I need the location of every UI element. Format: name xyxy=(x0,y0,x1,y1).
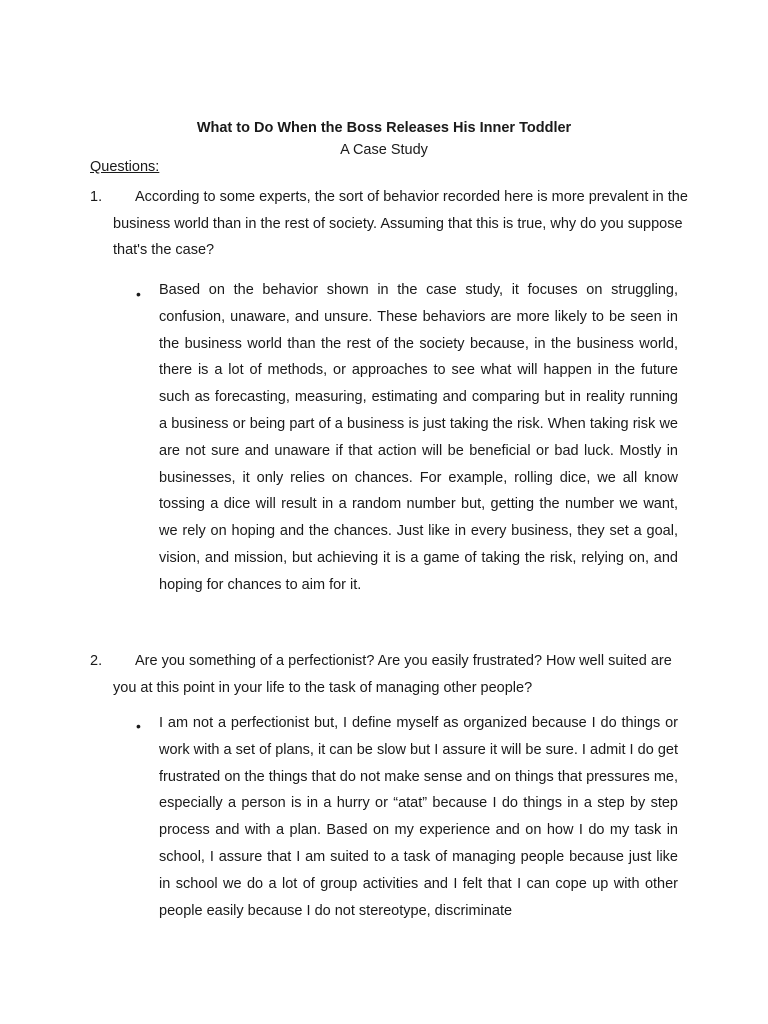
answer-1-bullet: • xyxy=(136,286,141,302)
answer-1-text: Based on the behavior shown in the case study, it focuses on struggling, confusion, unaware, and unsure. These behaviors are more likely to be seen in the business world than the rest of the society because, in the business world, there is a lot of methods, or approaches to see what will happen in the future such as forecasting, measuring, estimating and comparing but in reality running a business or being part of a business is just taking the risk. When taking risk we are not sure and unaware if that action will be beneficial or bad luck. Mostly in businesses, it only relies on chances. For example, rolling dice, we all know tossing a dice will result in a random number but, getting the number we want, we rely on hoping and the chances. Just like in every business, they set a goal, vision, and mission, but achieving it is a game of taking the risk, relying on, and hoping for chances to aim for it. xyxy=(159,282,678,593)
question-1-number: 1. xyxy=(90,189,103,205)
document-title: What to Do When the Boss Releases His Inner Toddler xyxy=(196,120,572,136)
question-2-number: 2. xyxy=(90,653,103,669)
question-1 xyxy=(90,184,690,264)
answer-2-bullet: • xyxy=(136,718,141,734)
document-subtitle: A Case Study xyxy=(340,142,428,158)
question-2-text: Are you something of a perfectionist? Are you easily frustrated? How well suited are you at this point in your life to the task of managing other people? xyxy=(113,653,672,696)
questions-heading: Questions: xyxy=(90,159,160,175)
answer-2-text: I am not a perfectionist but, I define myself as organized because I do things or work with a set of plans, it can be slow but I assure it will be sure. I admit I do get frustrated on the things that do not make sense and on things that pressures me, especially a person is in a hurry or “atat” because I do things in a step by step process and with a plan. Based on my experience and on how I do my task in school, I assure that I am suited to a task of managing people because just like in school we do a lot of group activities and I felt that I can cope up with other people easily because I do not stereotype, discriminate xyxy=(159,715,678,919)
question-2 xyxy=(90,648,690,701)
question-1-text: According to some experts, the sort of behavior recorded here is more prevalent in the business world than in the rest of society. Assuming that this is true, why do you suppose that's the case? xyxy=(113,189,688,258)
